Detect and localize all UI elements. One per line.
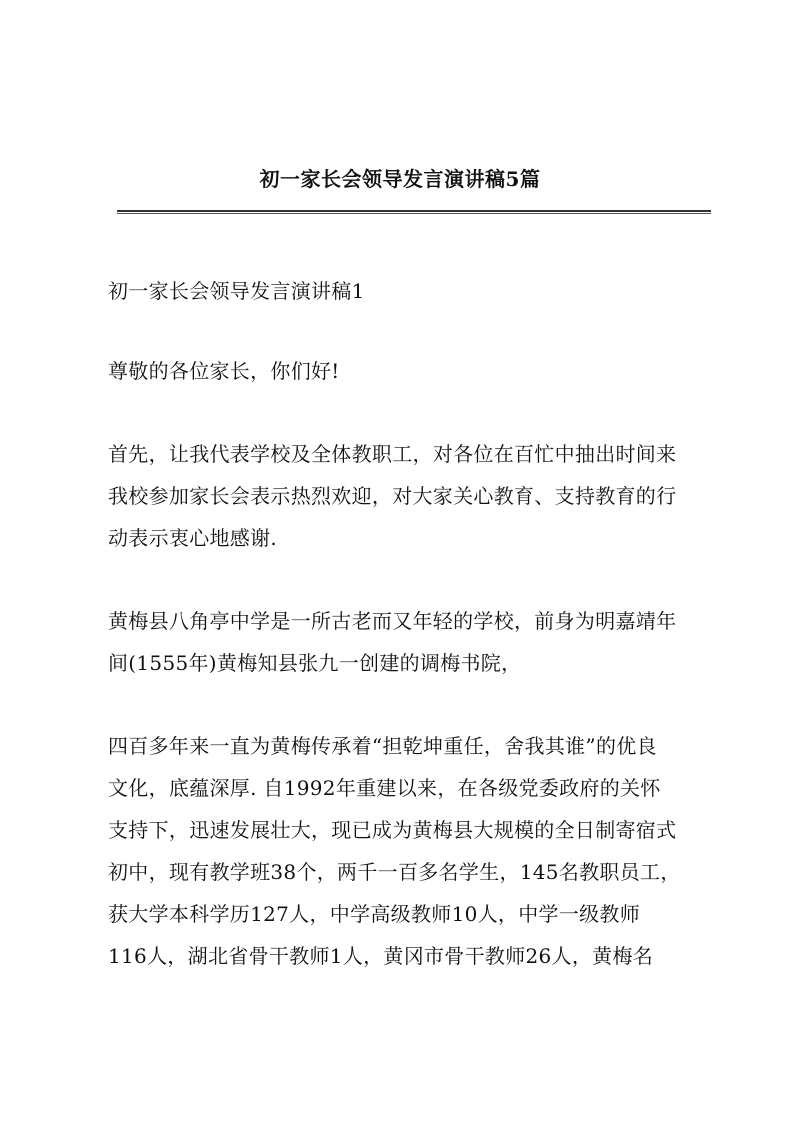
paragraph-line: 初中，现有教学班38个，两千一百多名学生，145名教职员工，	[108, 860, 681, 884]
section-heading	[108, 270, 712, 312]
section-heading-text: 初一家长会领导发言演讲稿1	[108, 279, 365, 303]
document-title: 初一家长会领导发言演讲稿5篇	[259, 167, 541, 191]
paragraph-line: 获大学本科学历127人，中学高级教师10人，中学一级教师	[108, 902, 641, 926]
greeting-text: 尊敬的各位家长，你们好!	[108, 359, 340, 383]
paragraph-line: 我校参加家长会表示热烈欢迎，对大家关心教育、支持教育的行	[108, 484, 677, 508]
paragraph-2	[108, 600, 712, 684]
title-underline	[117, 210, 711, 214]
paragraph-line: 116人，湖北省骨干教师1人，黄冈市骨干教师26人，黄梅名	[108, 944, 654, 968]
paragraph-line: 支持下，迅速发展壮大，现已成为黄梅县大规模的全日制寄宿式	[108, 818, 677, 842]
paragraph-line: 动表示衷心地感谢.	[108, 526, 278, 550]
paragraph-line: 黄梅县八角亭中学是一所古老而又年轻的学校，前身为明嘉靖年	[108, 609, 677, 633]
greeting	[108, 350, 712, 392]
paragraph-3	[108, 725, 712, 977]
paragraph-line: 间(1555年)黄梅知县张九一创建的调梅书院，	[108, 651, 522, 675]
paragraph-line: 文化，底蕴深厚. 自1992年重建以来，在各级党委政府的关怀	[108, 776, 661, 800]
paragraph-line: 四百多年来一直为黄梅传承着“担乾坤重任，舍我其谁”的优良	[108, 734, 657, 758]
paragraph-line: 首先，让我代表学校及全体教职工，对各位在百忙中抽出时间来	[108, 442, 677, 466]
paragraph-1	[108, 433, 712, 559]
